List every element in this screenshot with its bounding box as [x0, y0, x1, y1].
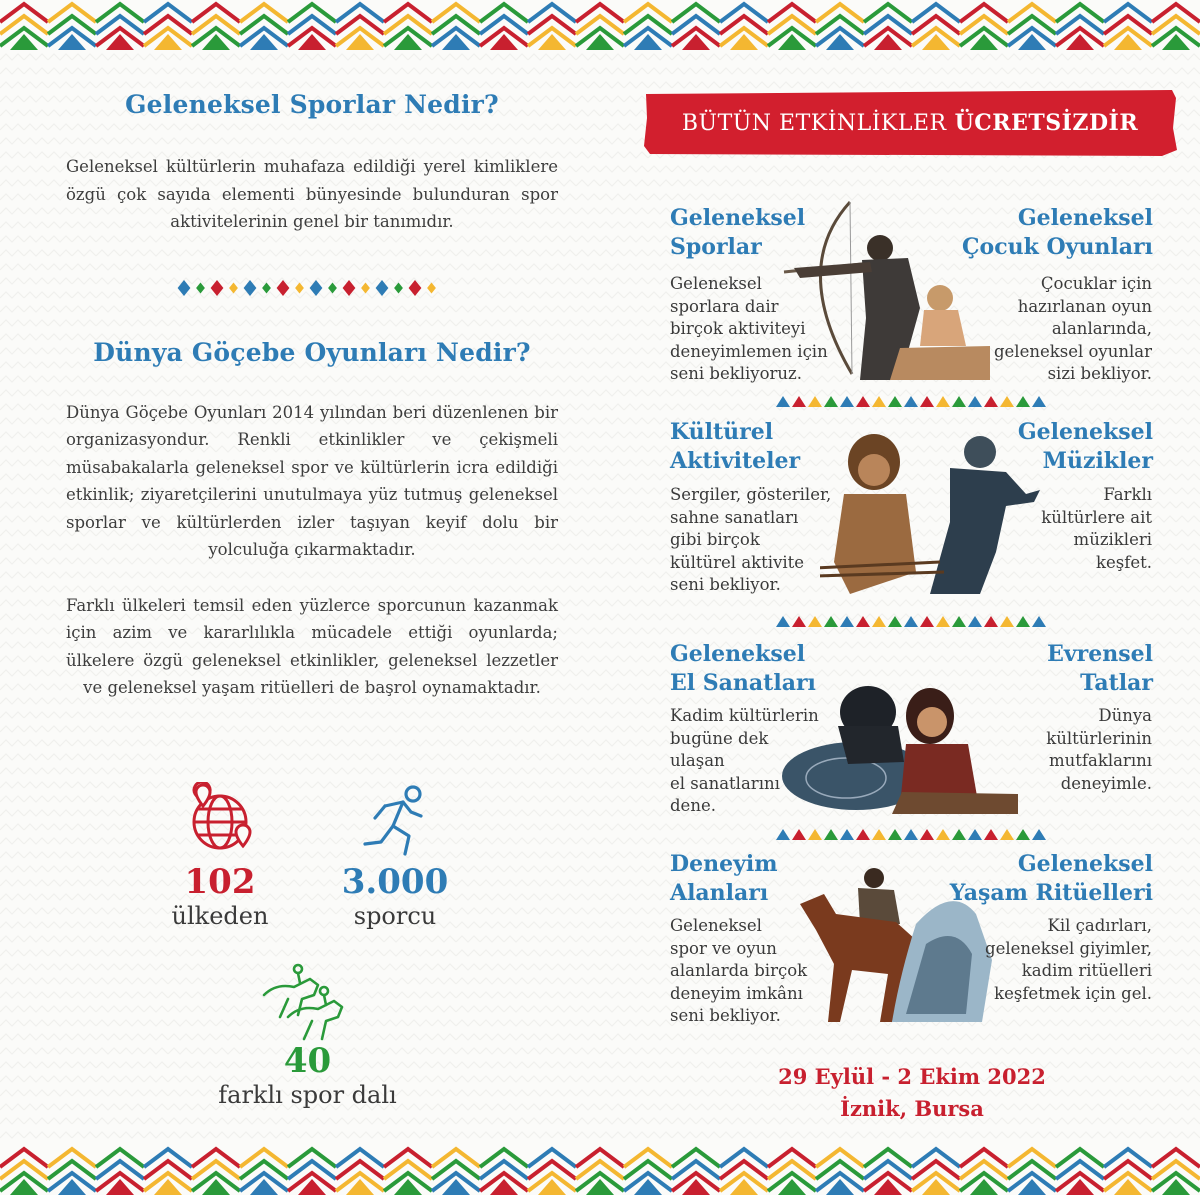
- stat-countries: [150, 782, 290, 930]
- archer-boy-and-musician-photo: [820, 432, 1040, 594]
- stat-athletes-value: 3.000: [341, 862, 449, 902]
- triangle-divider-3: [776, 827, 1048, 841]
- horse-riders-icon: [258, 955, 358, 1047]
- activity-experience-title: Deneyim Alanları: [670, 851, 778, 906]
- activity-music-title: Geleneksel Müzikler: [1017, 419, 1153, 474]
- para-athletes: Farklı ülkeleri temsil eden yüzlerce sporcunun kazanmak için azim ve kararlılıkla mücadele ettiği oyunlarda; ülkelere özgü geleneksel etkinlikler, geleneksel lezzetler ve geleneksel yaşam ritüelleri de başrol oynamaktadır.: [66, 595, 558, 697]
- banner-text-bold: ÜCRETSİZDİR: [954, 110, 1139, 136]
- stat-athletes-label: sporcu: [353, 902, 437, 930]
- diamond-divider: [176, 276, 448, 300]
- event-location: İznik, Bursa: [840, 1096, 984, 1121]
- activity-traditional-sports-desc: Geleneksel sporlara dair birçok aktiviteyi deneyimlemen için seni bekliyoruz.: [670, 274, 828, 383]
- stat-sports-label: farklı spor dalı: [218, 1081, 397, 1109]
- bottom-zigzag-border: [0, 1145, 1200, 1195]
- activity-cultural-title: Kültürel Aktiviteler: [670, 419, 801, 474]
- banner-text-regular: BÜTÜN ETKİNLİKLER: [681, 110, 947, 136]
- activity-traditional-sports-title: Geleneksel Sporlar: [670, 205, 806, 260]
- stat-countries-value: 102: [184, 862, 256, 902]
- left-column: [66, 90, 558, 702]
- free-events-banner: [642, 88, 1178, 158]
- stat-countries-label: ülkeden: [171, 902, 269, 930]
- activity-music-desc: Farklı kültürlere ait müzikleri keşfet.: [1041, 485, 1152, 572]
- activity-children-games-desc: Çocuklar için hazırlanan oyun alanlarında, geleneksel oyunlar sizi bekliyor.: [993, 274, 1152, 383]
- activity-life-rituals-title: Geleneksel Yaşam Ritüelleri: [949, 851, 1153, 906]
- para-nomad-games: Dünya Göçebe Oyunları 2014 yılından beri düzenlenen bir organizasyondur. Renkli etkinlikler ve çekişmeli müsabakalarla geleneksel spor ve kültürlerin icra edildiği etkinlik; ziyaretçilerini unutulmaya yüz tutmuş geleneksel sporlar ve kültürlerden izler taşıyan keyif dolu bir yolculuğa çıkarmaktadır.: [66, 402, 558, 559]
- para-traditional-sports: Geleneksel kültürlerin muhafaza edildiği yerel kimliklere özgü çok sayıda elementi bünyesinde bulunduran spor aktivitelerinin genel bir tanımıdır.: [66, 157, 558, 231]
- activity-tastes-title: Evrensel Tatlar: [1047, 641, 1153, 696]
- top-zigzag-border: [0, 0, 1200, 50]
- activity-handicrafts-desc: Kadim kültürlerin bugüne dek ulaşan el sanatlarını dene.: [670, 706, 819, 815]
- activity-life-rituals-desc: Kil çadırları, geleneksel giyimler, kadim ritüelleri keşfetmek için gel.: [985, 916, 1152, 1003]
- stat-athletes: [320, 782, 470, 930]
- runner-icon: [355, 782, 435, 862]
- activity-tastes-desc: Dünya kültürlerinin mutfaklarını deneyimle.: [1046, 706, 1152, 793]
- activity-children-games-title: Geleneksel Çocuk Oyunları: [962, 205, 1153, 260]
- triangle-divider-1: [776, 394, 1048, 408]
- heading-nomad-games: Dünya Göçebe Oyunları Nedir?: [93, 337, 531, 367]
- globe-location-icon: [182, 782, 258, 862]
- triangle-divider-2: [776, 614, 1048, 628]
- stat-sports: [200, 955, 415, 1109]
- activity-experience-desc: Geleneksel spor ve oyun alanlarda birçok deneyim imkânı seni bekliyor.: [670, 916, 808, 1025]
- event-date: 29 Eylül - 2 Ekim 2022: [778, 1064, 1046, 1089]
- activity-cultural-desc: Sergiler, gösteriler, sahne sanatları gibi birçok kültürel aktivite seni bekliyor.: [670, 485, 832, 594]
- stat-sports-value: 40: [283, 1041, 332, 1081]
- activity-handicrafts-title: Geleneksel El Sanatları: [670, 641, 816, 696]
- heading-traditional-sports: Geleneksel Sporlar Nedir?: [125, 90, 499, 119]
